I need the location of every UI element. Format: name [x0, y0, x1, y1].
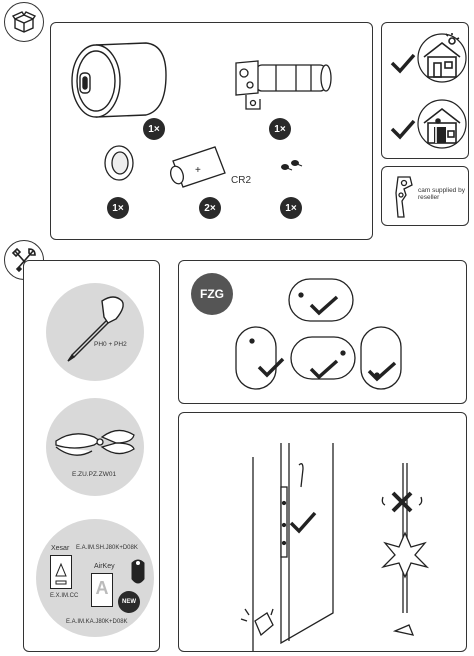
airkey-code-label: E.A.IM.KA.J80K+D08K — [66, 619, 128, 625]
pliers-icon — [54, 423, 138, 463]
xesar-card-icon — [50, 555, 72, 589]
cylinder-illustration — [226, 43, 336, 123]
screwdriver-icon — [64, 293, 134, 363]
key-fob-icon — [128, 557, 148, 587]
svg-text:+: + — [195, 165, 201, 176]
knob-quantity-badge: 1× — [143, 118, 165, 140]
cylinder-quantity-badge: 1× — [269, 118, 291, 140]
door-incorrect-illustration — [365, 463, 455, 653]
cylinder-profile-diagrams — [229, 273, 459, 398]
installation-location-panel — [381, 22, 469, 159]
ring-quantity-badge: 1× — [107, 197, 129, 219]
cam-icon — [390, 173, 416, 221]
door-installation-panel — [178, 412, 467, 652]
fzg-badge-label: FZG — [200, 287, 224, 301]
fzg-badge — [191, 273, 233, 315]
pliers-part-label: E.ZU.PZ.ZW01 — [72, 471, 117, 478]
new-badge-label: NEW — [122, 599, 136, 605]
screws-quantity-badge: 1× — [280, 197, 302, 219]
screwdriver-size-label: PH0 + PH2 — [94, 341, 127, 348]
ring-illustration — [99, 141, 139, 185]
indoor-door-check-icon — [386, 93, 466, 155]
screws-illustration — [279, 159, 305, 179]
xesar-title: Xesar — [51, 545, 70, 552]
new-badge — [118, 591, 140, 613]
fzg-orientation-panel — [178, 260, 467, 404]
outdoor-door-check-icon — [386, 27, 466, 89]
xesar-code-bottom: E.X.IM.CC — [50, 593, 79, 599]
battery-illustration — [163, 145, 233, 191]
package-contents-panel — [50, 22, 373, 240]
battery-quantity-badge: 2× — [199, 197, 221, 219]
package-box-icon — [4, 2, 44, 42]
airkey-card-icon — [91, 573, 113, 607]
airkey-card-letter: A — [95, 578, 109, 598]
cam-info-panel — [381, 166, 469, 226]
xesar-code-top: E.A.IM.SH.J80K+D08K — [76, 545, 138, 551]
knob-illustration — [66, 35, 176, 125]
tools-panel — [23, 260, 160, 652]
door-correct-illustration — [183, 443, 343, 651]
airkey-title: AirKey — [94, 563, 115, 570]
cam-supplied-note: cam supplied by reseller — [418, 187, 465, 202]
battery-type-label: CR2 — [231, 175, 252, 186]
